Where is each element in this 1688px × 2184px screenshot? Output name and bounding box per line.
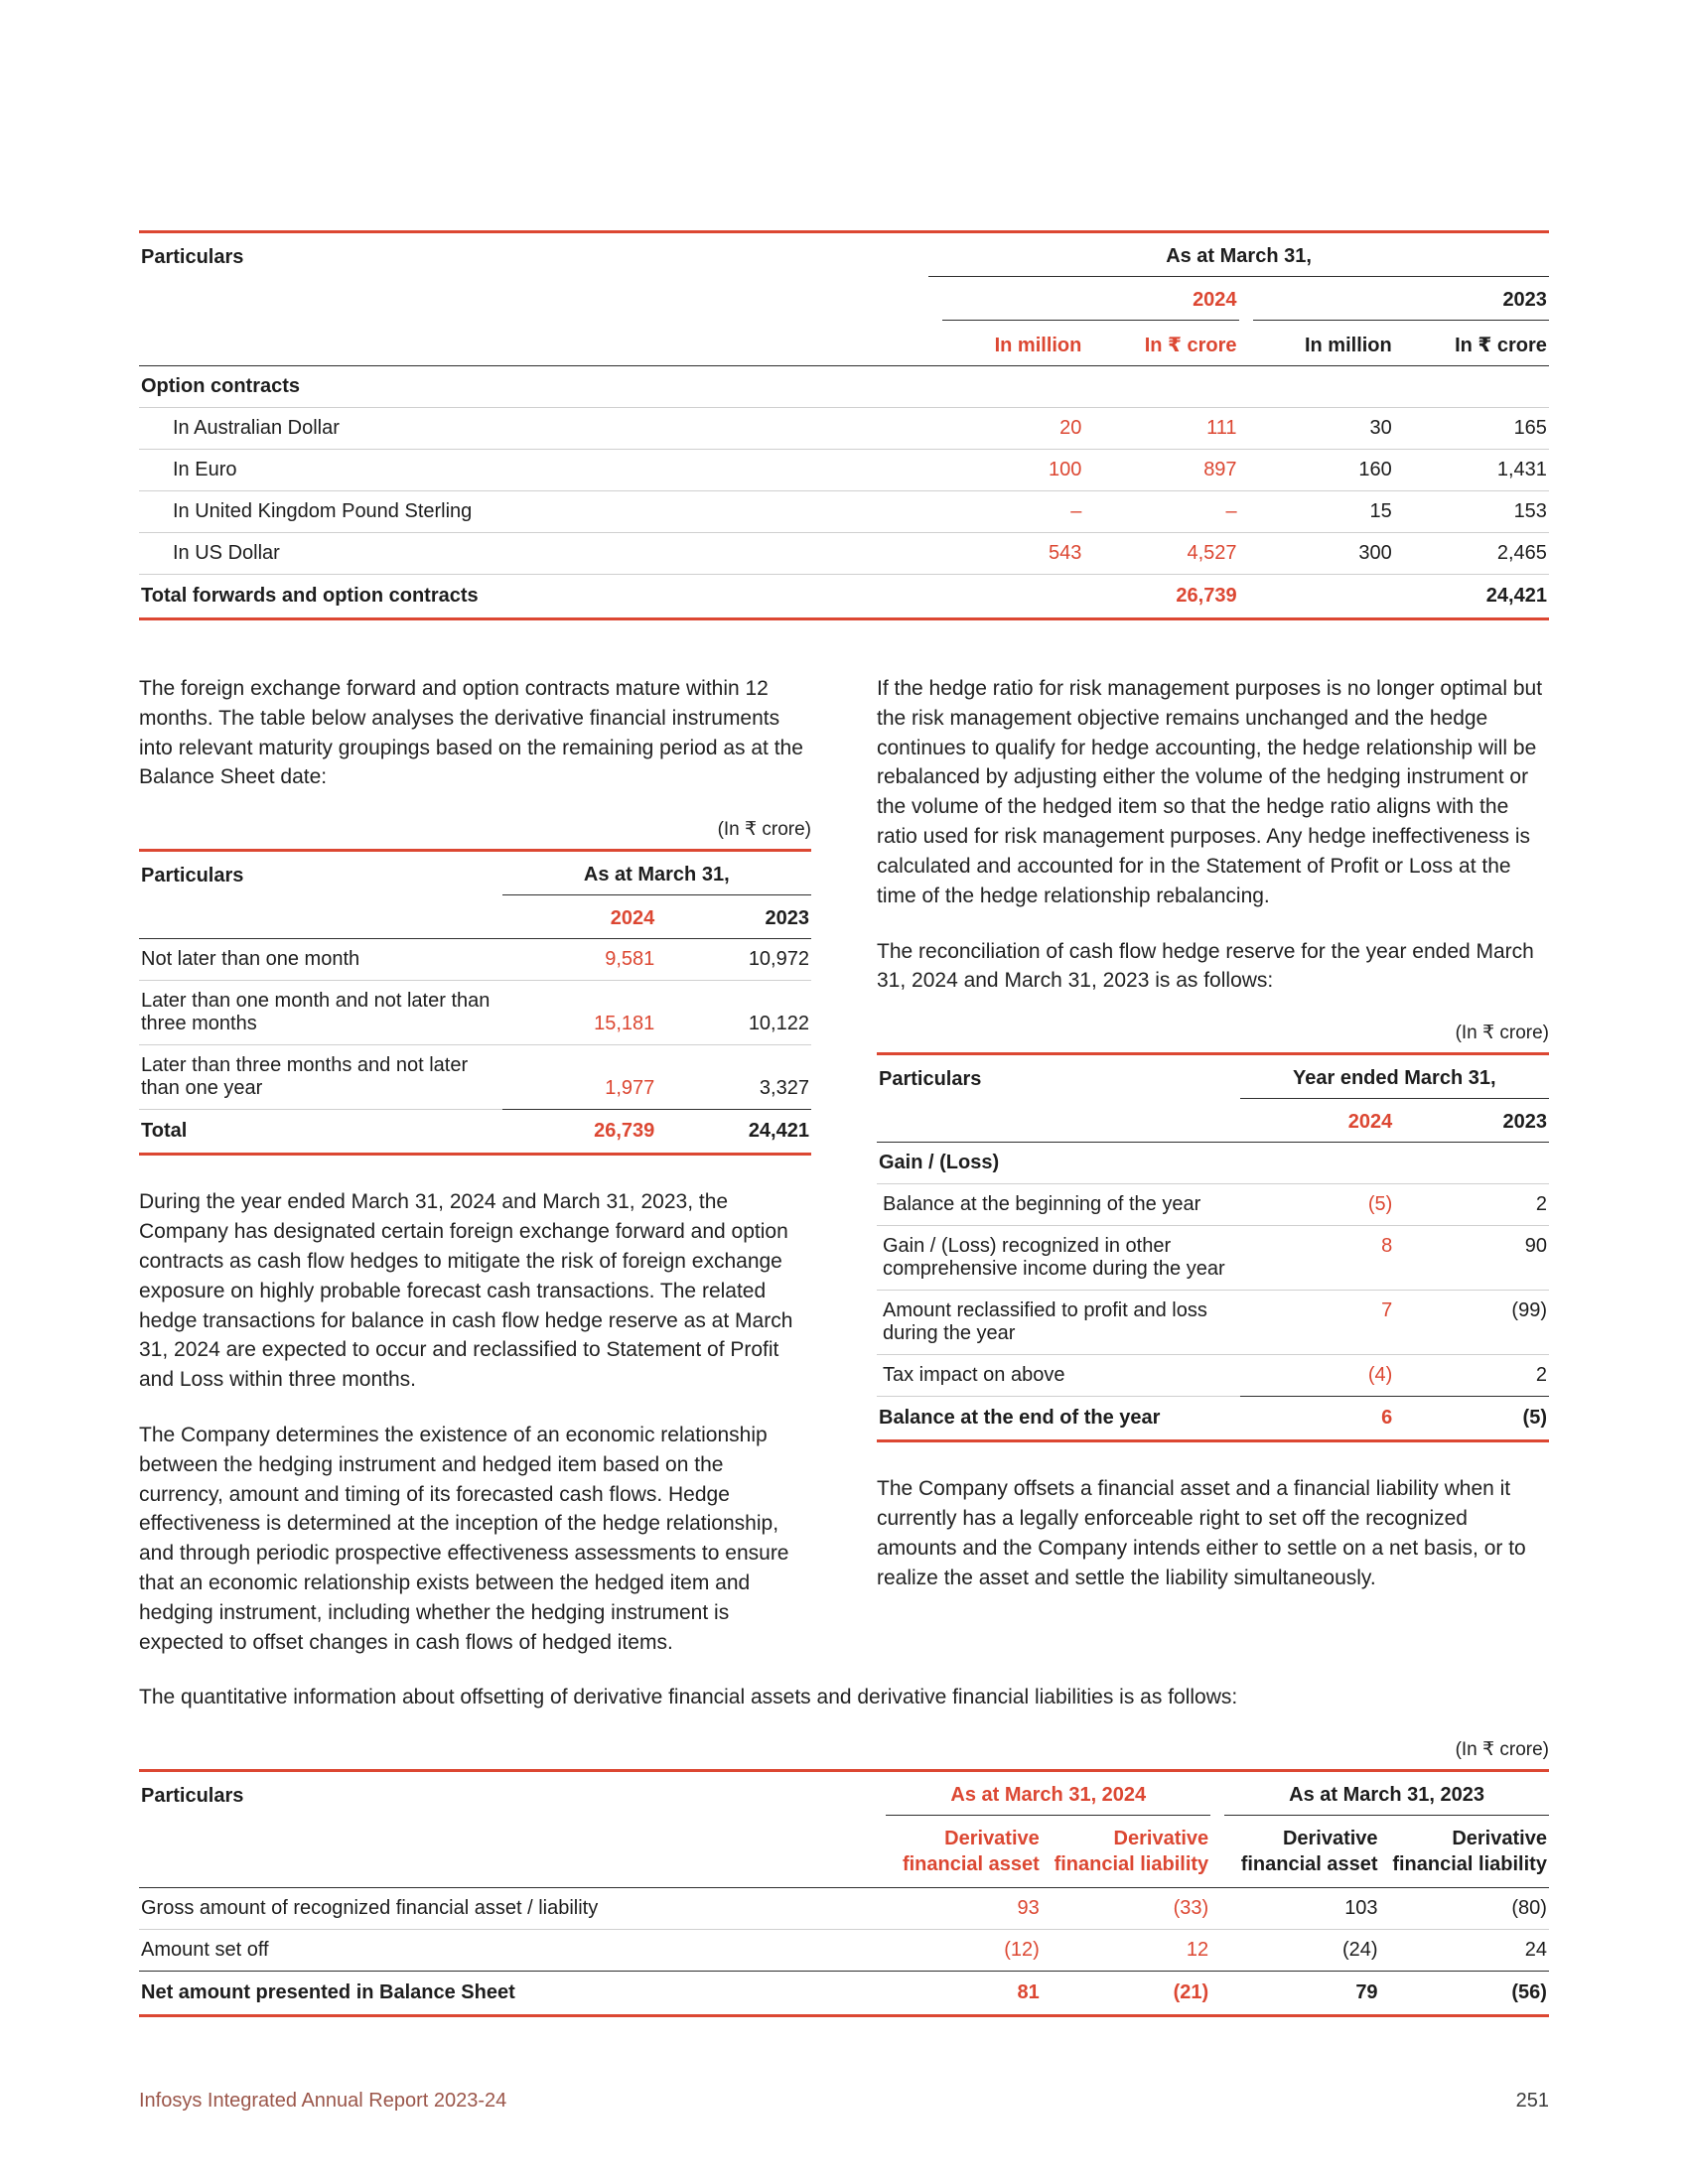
table-row — [139, 1888, 1549, 1930]
table1-section-row — [139, 366, 1549, 408]
table4-group-2024: As at March 31, 2024 — [886, 1772, 1210, 1816]
row-value: 153 — [1513, 500, 1547, 522]
row-value: – — [1070, 500, 1082, 522]
right-column — [877, 674, 1549, 1683]
table3-year-2023: 2023 — [1502, 1111, 1547, 1134]
row-value: 30 — [1369, 417, 1392, 439]
table4-particulars-header: Particulars — [141, 1785, 244, 1808]
total-label: Total — [141, 1120, 188, 1143]
table1-total-row — [139, 575, 1549, 620]
table1-group-header: As at March 31, — [928, 233, 1549, 277]
row-value: 93 — [1017, 1897, 1040, 1920]
total-value: 24,421 — [748, 1120, 809, 1143]
row-label: Tax impact on above — [877, 1355, 1240, 1397]
table2-total-row — [139, 1110, 811, 1156]
table4-col-header-asset-2023: Derivative financial asset — [1240, 1828, 1378, 1876]
row-value: 20 — [1059, 417, 1082, 439]
table1-year-2024: 2024 — [942, 277, 1238, 321]
table4-group-header-row — [139, 1772, 1549, 1816]
total-label: Total forwards and option contracts — [141, 585, 479, 607]
spacer — [139, 347, 928, 365]
table1-years-row — [139, 277, 1549, 321]
row-value: 9,581 — [605, 948, 655, 971]
table4-group-2023: As at March 31, 2023 — [1224, 1772, 1549, 1816]
forwards-option-contracts-table — [139, 230, 1549, 620]
table1-col-header-in-million-2024: In million — [994, 335, 1082, 356]
table3-total-row — [877, 1397, 1549, 1442]
row-value: 4,527 — [1187, 542, 1237, 564]
row-label: Not later than one month — [141, 948, 360, 971]
total-value: 79 — [1355, 1981, 1378, 2004]
table3-group-header-row — [877, 1055, 1549, 1099]
offsetting-table — [139, 1769, 1549, 2017]
left-column — [139, 674, 811, 1683]
row-value: 100 — [1049, 459, 1082, 480]
row-value: 15 — [1369, 500, 1392, 522]
table3-section-label: Gain / (Loss) — [879, 1152, 1000, 1174]
row-value: 8 — [1381, 1235, 1393, 1258]
table2-year-2024: 2024 — [610, 907, 655, 930]
row-label: Later than three months and not later than one year — [139, 1045, 502, 1110]
row-value: 160 — [1358, 459, 1392, 480]
row-label: Balance at the beginning of the year — [883, 1193, 1201, 1216]
row-label: In Euro — [173, 459, 237, 480]
table4-col-header-liability-2023: Derivative financial liability — [1392, 1828, 1547, 1876]
spacer — [1239, 598, 1394, 617]
table-row — [877, 1291, 1549, 1355]
table4-column-headers-row — [139, 1816, 1549, 1888]
footer-report-title: Infosys Integrated Annual Report 2023-24 — [139, 2090, 507, 2112]
table2-years-row — [139, 895, 811, 939]
row-label: Gain / (Loss) recognized in other comprehensive income during the year — [883, 1235, 1225, 1281]
paragraph-hedge-ratio: If the hedge ratio for risk management purposes is no longer optimal but the risk management objective remains unchanged and the hedge continues to qualify for hedge accounting, the hedge relationship will be rebalanced by adjusting either the volume of the hedging instrument or the volume of the hedged item so that the hedge ratio aligns with the ratio used for risk management purposes. Any hedge ineffectiveness is calculated and accounted for in the Statement of Profit or Loss at the time of the hedge relationship rebalancing. — [877, 677, 1543, 907]
table3-section-row — [877, 1143, 1549, 1184]
table2-year-2023: 2023 — [765, 907, 809, 930]
total-value: 26,739 — [1176, 585, 1237, 607]
total-value: 6 — [1381, 1407, 1393, 1430]
row-value: 24 — [1524, 1939, 1547, 1962]
table-row — [139, 408, 1549, 450]
row-value: – — [1225, 500, 1237, 522]
unit-note: (In ₹ crore) — [1455, 1739, 1549, 1761]
total-label: Balance at the end of the year — [879, 1407, 1161, 1430]
row-value: (4) — [1240, 1355, 1395, 1397]
row-label: Later than one month and not later than three months — [141, 990, 491, 1035]
table4-total-row — [139, 1972, 1549, 2017]
hedge-reserve-table — [877, 1052, 1549, 1442]
row-label: Gross amount of recognized financial asset / liability — [141, 1897, 599, 1920]
table1-particulars-header: Particulars — [141, 246, 244, 268]
row-value: 111 — [1206, 417, 1237, 439]
table-row — [139, 533, 1549, 575]
row-value: 897 — [1203, 459, 1237, 480]
table-row — [877, 1355, 1549, 1397]
row-value: (99) — [1511, 1299, 1547, 1322]
row-value: 10,972 — [748, 948, 809, 971]
row-label: In US Dollar — [173, 542, 280, 564]
row-value: 300 — [1358, 542, 1392, 564]
spacer — [928, 598, 1083, 617]
paragraph-reconciliation-intro: The reconciliation of cash flow hedge reserve for the year ended March 31, 2024 and March 31, 2023 is as follows: — [877, 939, 1534, 993]
spacer — [139, 1156, 811, 1187]
table-row — [139, 1930, 1549, 1972]
total-value: (56) — [1511, 1981, 1547, 2004]
table1-section-label: Option contracts — [141, 375, 301, 397]
total-value: (5) — [1522, 1407, 1547, 1430]
table-row — [139, 981, 811, 1045]
row-value: 2 — [1394, 1355, 1549, 1397]
row-value: 103 — [1344, 1897, 1378, 1920]
table4-col-header-liability-2024: Derivative financial liability — [1054, 1828, 1209, 1876]
table1-col-header-in-crore-2024: In ₹ crore — [1144, 335, 1237, 356]
table-row — [139, 491, 1549, 533]
row-label: In Australian Dollar — [173, 417, 340, 439]
table-row — [877, 1184, 1549, 1226]
row-value: 10,122 — [748, 1013, 809, 1035]
row-value: 1,977 — [502, 1068, 657, 1110]
spacer — [877, 1124, 1240, 1142]
row-label: Amount reclassified to profit and loss during the year — [883, 1299, 1207, 1345]
paragraph-quantitative-info: The quantitative information about offsetting of derivative financial assets and derivative financial liabilities is as follows: — [139, 1686, 1238, 1709]
table-row — [139, 939, 811, 981]
row-value: (33) — [1173, 1897, 1209, 1920]
row-value: (5) — [1367, 1193, 1393, 1216]
table2-group-header-row — [139, 852, 811, 895]
table1-group-header-row — [139, 233, 1549, 277]
total-label: Net amount presented in Balance Sheet — [141, 1981, 515, 2004]
row-label: Amount set off — [141, 1939, 269, 1962]
row-value: 15,181 — [594, 1013, 655, 1035]
maturity-table — [139, 849, 811, 1156]
paragraph-maturity-intro: The foreign exchange forward and option contracts mature within 12 months. The table below analyses the derivative financial instruments into relevant maturity groupings based on the remaining period as at the Balance Sheet date: — [139, 677, 803, 789]
total-value: (21) — [1173, 1981, 1209, 2004]
table1-col-header-in-crore-2023: In ₹ crore — [1455, 335, 1547, 356]
row-value: 3,327 — [656, 1068, 811, 1110]
table1-year-2023: 2023 — [1253, 277, 1549, 321]
row-value: 1,431 — [1496, 459, 1547, 480]
table3-particulars-header: Particulars — [879, 1068, 982, 1091]
page-number: 251 — [1515, 2090, 1549, 2112]
table2-group-header: As at March 31, — [502, 852, 811, 895]
total-value: 81 — [1017, 1981, 1040, 2004]
total-value: 26,739 — [594, 1120, 655, 1143]
spacer — [139, 920, 502, 938]
row-value: 2 — [1535, 1193, 1547, 1216]
spacer — [139, 1867, 872, 1887]
spacer — [877, 1442, 1549, 1474]
row-value: (24) — [1341, 1939, 1378, 1962]
row-value: 2,465 — [1496, 542, 1547, 564]
table-row — [877, 1226, 1549, 1291]
table3-year-2024: 2024 — [1347, 1111, 1393, 1134]
total-value: 24,421 — [1485, 585, 1547, 607]
row-value: (12) — [1004, 1939, 1040, 1962]
row-label: In United Kingdom Pound Sterling — [173, 500, 473, 522]
unit-note: (In ₹ crore) — [717, 819, 811, 841]
table4-col-header-asset-2024: Derivative financial asset — [902, 1828, 1040, 1876]
row-value: 7 — [1381, 1299, 1393, 1322]
row-value: 90 — [1524, 1235, 1547, 1258]
unit-note: (In ₹ crore) — [1455, 1023, 1549, 1044]
table2-particulars-header: Particulars — [141, 865, 244, 887]
page-footer — [139, 2090, 1549, 2113]
paragraph-offsets-policy: The Company offsets a financial asset and a financial liability when it currently has a legally enforceable right to set off the recognized amounts and the Company intends either to settle on a net basis, or to realize the asset and settle the liability simultaneously. — [877, 1477, 1526, 1589]
two-column-section — [139, 674, 1549, 1683]
paragraph-designated-hedges: During the year ended March 31, 2024 and March 31, 2023, the Company has designated certain foreign exchange forward and option contracts as cash flow hedges to mitigate the risk of foreign exchange exposure on highly probable forecast cash transactions. The related hedge transactions for balance in cash flow hedge reserve as at March 31, 2024 are expected to occur and reclassified to Statement of Profit and Loss within three months. — [139, 1190, 793, 1392]
table-row — [139, 1045, 811, 1110]
table-row — [139, 450, 1549, 491]
table3-group-header: Year ended March 31, — [1240, 1055, 1549, 1099]
table1-col-header-in-million-2023: In million — [1304, 335, 1392, 356]
row-value: (80) — [1511, 1897, 1547, 1920]
row-value: 543 — [1049, 542, 1082, 564]
row-value: 12 — [1186, 1939, 1209, 1962]
table1-column-headers-row — [139, 321, 1549, 366]
paragraph-economic-relationship: The Company determines the existence of an economic relationship between the hedging instrument and hedged item based on the currency, amount and timing of its forecasted cash flows. Hedge effectiveness is determined at the inception of the hedge relationship, and through periodic prospective effectiveness assessments to ensure that an economic relationship exists between the hedged item and hedging instrument, including whether the hedging instrument is expected to offset changes in cash flows of hedged items. — [139, 1423, 789, 1654]
row-value: 165 — [1513, 417, 1547, 439]
spacer — [139, 303, 928, 321]
table3-years-row — [877, 1099, 1549, 1143]
